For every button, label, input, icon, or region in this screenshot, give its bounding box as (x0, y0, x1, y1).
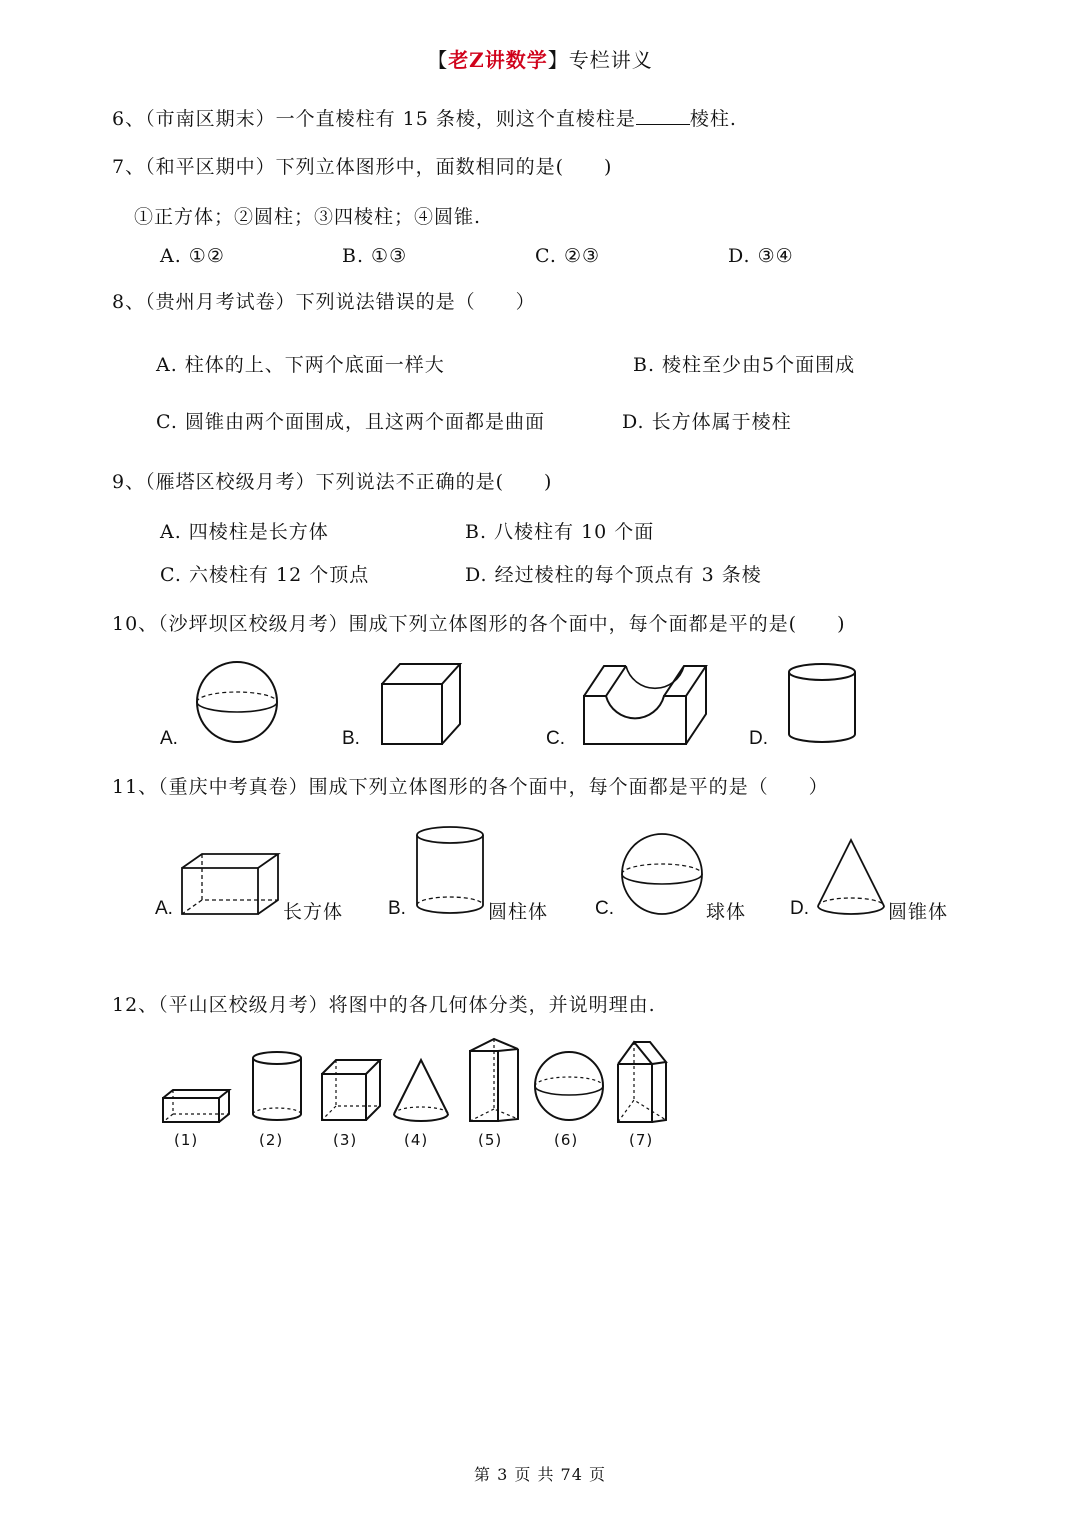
q10-label-a: A. (160, 728, 178, 749)
q11-name-b: 圆柱体 (488, 901, 549, 923)
q12-pentagonal-prism-figure (616, 1040, 668, 1124)
q11-stem: 11、（重庆中考真卷）围成下列立体图形的各个面中，每个面都是平的是（ ） (112, 776, 829, 798)
q10-label-d: D. (749, 728, 768, 749)
q9-option-b: B. 八棱柱有 10 个面 (465, 521, 655, 543)
header-bracket-close: 】 (547, 48, 569, 72)
header-bracket-open: 【 (427, 48, 449, 72)
q8-option-b: B. 棱柱至少由5个面围成 (633, 354, 856, 376)
q12-caption-2: (2) (259, 1131, 284, 1149)
q11-label-c: C. (595, 898, 614, 919)
q6-answer-blank (636, 106, 690, 125)
q7-option-b: B. ①③ (342, 245, 408, 267)
q7-items: ①正方体；②圆柱；③四棱柱；④圆锥. (134, 206, 482, 228)
q12-cone-figure (392, 1058, 450, 1124)
q7-option-d: D. ③④ (728, 245, 794, 267)
q6-stem-after: 棱柱. (689, 108, 737, 130)
q12-caption-7: (7) (629, 1131, 654, 1149)
page-footer: 第 3 页 共 74 页 (474, 1465, 606, 1484)
q12-caption-6: (6) (554, 1131, 579, 1149)
q8-option-d: D. 长方体属于棱柱 (622, 411, 792, 433)
q9-option-d: D. 经过棱柱的每个顶点有 3 条棱 (465, 564, 762, 586)
q10-label-b: B. (342, 728, 360, 749)
q11-sphere-figure (620, 832, 704, 916)
q12-cube-figure (320, 1058, 382, 1122)
q10-cube-figure (380, 662, 462, 746)
q7-stem: 7、（和平区期中）下列立体图形中，面数相同的是( ) (112, 156, 613, 178)
q8-option-c: C. 圆锥由两个面围成，且这两个面都是曲面 (156, 411, 545, 433)
q12-cuboid-figure (161, 1088, 231, 1124)
q10-cylinder-figure (786, 662, 858, 744)
q10-stem: 10、（沙坪坝区校级月考）围成下列立体图形的各个面中，每个面都是平的是( ) (112, 613, 846, 635)
q6-stem (112, 104, 737, 131)
page-header (0, 44, 1080, 73)
q12-cylinder-figure (251, 1050, 303, 1124)
q11-label-d: D. (790, 898, 809, 919)
q11-label-b: B. (388, 898, 406, 919)
q11-name-c: 球体 (706, 901, 747, 923)
q9-option-a: A. 四棱柱是长方体 (160, 521, 329, 543)
q9-stem: 9、（雁塔区校级月考）下列说法不正确的是( ) (112, 471, 553, 493)
q8-option-a: A. 柱体的上、下两个底面一样大 (156, 354, 445, 376)
q8-stem: 8、（贵州月考试卷）下列说法错误的是（ ） (112, 291, 536, 313)
q11-name-d: 圆锥体 (888, 901, 949, 923)
q12-caption-3: (3) (333, 1131, 358, 1149)
header-suffix: 专栏讲义 (568, 48, 653, 72)
q12-stem: 12、（平山区校级月考）将图中的各几何体分类，并说明理由. (112, 994, 656, 1016)
q11-cone-figure (816, 838, 886, 918)
header-brand: 老Z讲数学 (448, 48, 548, 72)
q10-label-c: C. (546, 728, 565, 749)
q12-caption-4: (4) (404, 1131, 429, 1149)
q11-label-a: A. (155, 898, 173, 919)
q12-triangular-prism-figure (468, 1037, 520, 1123)
q11-cylinder-figure (414, 825, 486, 917)
q10-sphere-figure (195, 660, 279, 744)
q7-option-a: A. ①② (160, 245, 225, 267)
q7-option-c: C. ②③ (535, 245, 601, 267)
q12-sphere-figure (533, 1050, 605, 1122)
q12-caption-1: (1) (174, 1131, 199, 1149)
q11-cuboid-figure (180, 852, 280, 916)
q11-name-a: 长方体 (283, 901, 344, 923)
q12-caption-5: (5) (478, 1131, 503, 1149)
q9-option-c: C. 六棱柱有 12 个顶点 (160, 564, 370, 586)
q6-stem-before: 6、（市南区期末）一个直棱柱有 15 条棱，则这个直棱柱是 (112, 108, 636, 130)
q10-grooved-block-figure (582, 662, 708, 746)
